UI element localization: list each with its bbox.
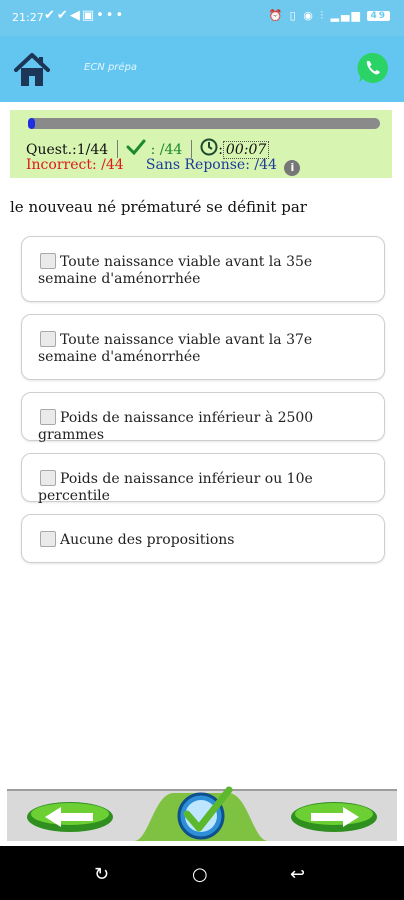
recent-apps-icon[interactable]: ↻ [94,864,110,885]
speaker-icon: ◀ [69,8,82,23]
home-button-icon[interactable]: ○ [192,864,208,885]
question-counter: 1/44 [76,142,109,158]
divider [191,140,192,158]
next-button[interactable] [289,801,379,833]
app-bar [0,36,404,102]
progress-fill [28,118,35,129]
app-title: ECN prépa [84,62,138,73]
info-icon[interactable]: i [284,160,300,176]
quiz-status-panel [10,110,392,178]
unanswered-counter: /44 [254,157,277,173]
answer-option-1[interactable] [21,236,385,302]
incorrect-label: Incorrect: [26,157,97,173]
quiz-stats-row: Quest.:1/44 : /44 : 00:07 [26,138,269,158]
answer-option-3[interactable] [21,392,385,441]
answer-option-text: Toute naissance viable avant la 35e semaine d'aménorrhée [38,254,313,287]
whatsapp-icon[interactable] [355,50,391,86]
answer-option-5[interactable] [21,514,385,563]
checkmark-icon [126,139,146,155]
back-icon[interactable]: ↩ [290,864,306,885]
progress-bar [28,118,380,129]
validate-button[interactable] [173,786,233,842]
quiz-results-row [26,157,300,176]
signal-icon: ▂▄▆ [330,9,362,22]
status-time: 21:27 [12,11,44,24]
status-left-icons [44,8,125,23]
home-icon[interactable] [12,50,52,90]
quiz-navigation-bar [7,789,397,841]
answer-option-text: Toute naissance viable avant la 37e semaine d'aménorrhée [38,332,313,365]
alarm-icon: ⏰ [268,9,285,22]
hotspot-icon: ◉ [303,9,315,22]
answer-option-text: Aucune des propositions [60,532,235,548]
clock-icon [200,138,218,156]
screen-icon: ▣ [81,8,97,23]
more-icon: ••• [96,8,126,23]
status-right-icons [268,9,390,23]
battery-icon: 49 [367,11,390,21]
answer-option-2[interactable] [21,314,385,380]
vibrate-icon: ▯ [289,9,298,22]
status-bar [0,0,404,36]
wifi-icon: ⫶ [320,9,326,22]
timer-value: 00:07 [223,141,269,159]
divider [117,140,118,158]
answer-option-4[interactable] [21,453,385,502]
question-text: le nouveau né prématuré se définit par [10,198,307,216]
correct-counter: : /44 [150,142,183,158]
check-icon: ✔ [56,8,70,23]
answer-option-text: Poids de naissance inférieur ou 10e percentile [38,471,313,504]
question-label: Quest.: [26,142,77,158]
answer-option-text: Poids de naissance inférieur à 2500 grammes [38,410,314,443]
unanswered-label: Sans Reponse: [145,157,250,173]
system-navigation-bar [0,846,404,900]
check-icon: ✔ [44,8,57,23]
previous-button[interactable] [25,801,115,833]
incorrect-counter: /44 [101,157,124,173]
